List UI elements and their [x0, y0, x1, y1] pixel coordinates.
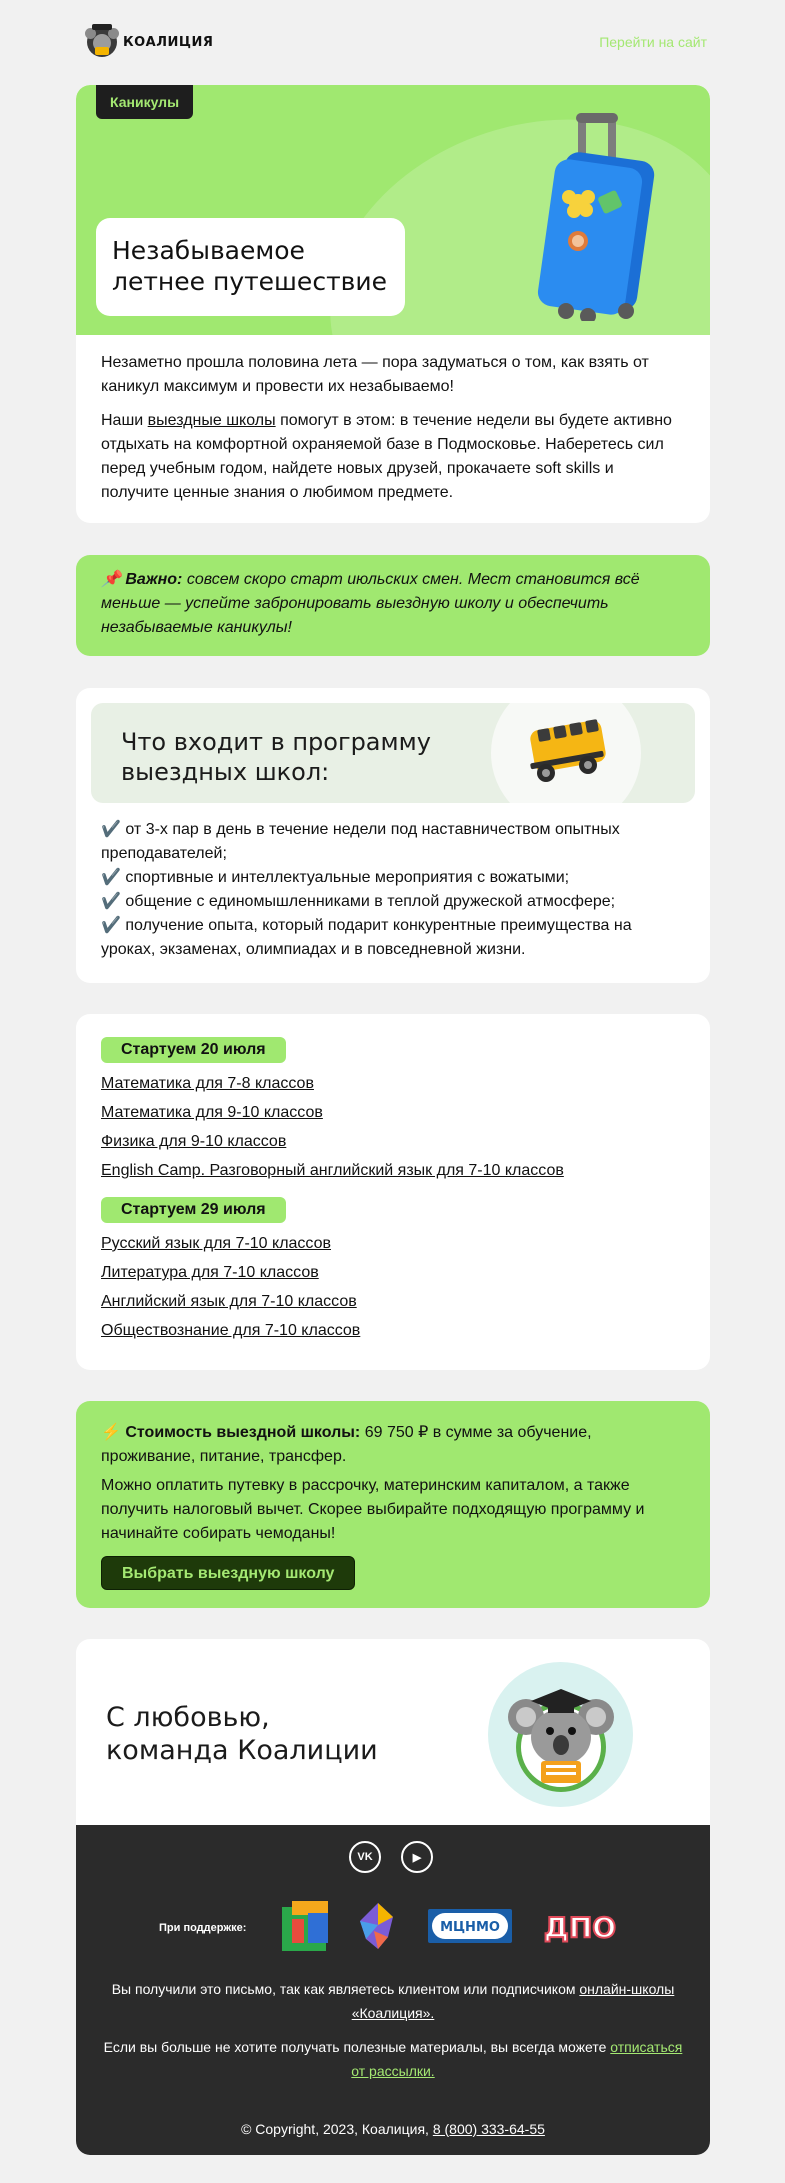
partner-logo-mcnmo: [428, 1909, 512, 1943]
program-title-line1: Что входит в программу: [121, 728, 431, 756]
checkmark-icon: ✔️: [101, 893, 121, 910]
subscription-reason-text: Вы получили это письмо, так как являетесь клиентом или подписчиком: [111, 1981, 580, 1997]
logo[interactable]: [87, 24, 213, 60]
list-item-text: от 3-х пар в день в течение недели под наставничеством опытных преподавателей;: [101, 821, 620, 862]
unsubscribe-note: [96, 2035, 690, 2083]
hero-paragraph-1: Незаметно прошла половина лета — пора задуматься о том, как взять от каникул максимум и провести их незабываемо!: [101, 354, 649, 395]
pin-icon: 📌: [101, 571, 121, 588]
important-label: Важно:: [125, 571, 183, 588]
copyright: [96, 2117, 690, 2141]
program-card: [76, 688, 710, 983]
youtube-icon[interactable]: ▶: [401, 1841, 433, 1873]
price-line: [101, 1421, 685, 1469]
program-list: [101, 818, 685, 962]
course-link[interactable]: Математика для 9-10 классов: [101, 1104, 323, 1121]
lightning-icon: ⚡: [101, 1424, 121, 1441]
hero-banner: [76, 85, 710, 335]
program-header: [91, 703, 695, 803]
koala-mascot-icon: [496, 1669, 626, 1804]
field-schools-link[interactable]: выездные школы: [147, 412, 276, 429]
partner-logos: [278, 1899, 638, 1955]
email-footer: [76, 1825, 710, 2155]
signature-card: [76, 1639, 710, 1825]
hero-title-line1: Незабываемое: [112, 236, 305, 265]
payment-info: Можно оплатить путевку в рассрочку, материнским капиталом, а также получить налоговый вычет. Скорее выбирайте подходящую программу и начинайте собирать чемоданы!: [101, 1477, 645, 1542]
list-item-text: спортивные и интеллектуальные мероприятия с вожатыми;: [125, 869, 570, 886]
schedule-card: [76, 1014, 710, 1370]
list-item: [101, 818, 685, 866]
program-title-line2: выездных школ:: [121, 758, 330, 786]
schedule-group-july-29: [101, 1197, 685, 1345]
koala-logo-icon: [87, 27, 117, 57]
signature-text: [106, 1701, 378, 1767]
hero-title: [112, 235, 389, 297]
list-item: [101, 866, 685, 890]
start-date-badge: Стартуем 20 июля: [101, 1037, 286, 1063]
partner-logo-cube-icon: [282, 1901, 328, 1951]
email-header: [87, 24, 707, 60]
course-link[interactable]: Английский язык для 7-10 классов: [101, 1293, 357, 1310]
list-item: [101, 914, 685, 962]
hero-paragraph-2-end: помогут в этом: в течение недели вы будете активно отдыхать на комфортной охраняемой базе в Подмосковье. Наберетесь сил перед учебным годом, найдете новых друзей, прокачаете soft skills и получите ценные знания о любимом предмете.: [101, 412, 672, 501]
hero-paragraph-2: [101, 409, 685, 505]
schedule-group-july-20: [101, 1037, 685, 1185]
course-link[interactable]: Обществознание для 7-10 классов: [101, 1322, 361, 1339]
hero-title-box: [96, 218, 405, 316]
important-text: совсем скоро старт июльских смен. Мест становится всё меньше — успейте забронировать выездную школу и обеспечить незабываемые каникулы!: [101, 571, 640, 636]
course-link[interactable]: Литература для 7-10 классов: [101, 1264, 319, 1281]
hero-card: [76, 85, 710, 523]
suitcase-icon: [516, 111, 656, 321]
program-title: [121, 727, 431, 787]
important-notice: [76, 555, 710, 656]
unsubscribe-link[interactable]: отписаться от рассылки.: [351, 2039, 683, 2079]
course-link[interactable]: Физика для 9-10 классов: [101, 1133, 287, 1150]
checkmark-icon: ✔️: [101, 869, 121, 886]
support-label: При поддержке:: [159, 1922, 247, 1934]
checkmark-icon: ✔️: [101, 917, 121, 934]
logo-text: КОАЛИЦИЯ: [123, 34, 214, 50]
checkmark-icon: ✔️: [101, 821, 121, 838]
school-link[interactable]: онлайн-школы «Коалиция».: [351, 1981, 675, 2021]
list-item-text: общение с единомышленниками в теплой дружеской атмосфере;: [125, 893, 616, 910]
price-label: Стоимость выездной школы:: [125, 1424, 361, 1441]
hero-body: [101, 351, 685, 515]
subscription-reason: [96, 1977, 690, 2025]
go-to-site-link[interactable]: Перейти на сайт: [599, 34, 707, 50]
copyright-text: © Copyright, 2023, Коалиция,: [241, 2121, 433, 2137]
list-item: [101, 890, 685, 914]
social-links: [349, 1841, 433, 1873]
price-text: 69 750 ₽ в сумме за обучение, проживание, питание, трансфер.: [101, 1424, 592, 1465]
school-bus-icon: [526, 713, 611, 788]
partner-logo-star-icon: [360, 1903, 393, 1949]
vk-icon[interactable]: VK: [349, 1841, 381, 1873]
price-card: [76, 1401, 710, 1608]
phone-link[interactable]: 8 (800) 333-64-55: [432, 2121, 545, 2137]
course-link[interactable]: English Camp. Разговорный английский язык для 7-10 классов: [101, 1162, 564, 1179]
hero-paragraph-2-start: Наши: [101, 412, 148, 429]
signature-line1: С любовью,: [106, 1702, 270, 1733]
course-link[interactable]: Математика для 7-8 классов: [101, 1075, 314, 1092]
hero-title-line2: летнее путешествие: [112, 267, 387, 296]
signature-line2: команда Коалиции: [106, 1735, 378, 1766]
choose-school-button[interactable]: Выбрать выездную школу: [101, 1556, 355, 1590]
unsubscribe-note-text: Если вы больше не хотите получать полезные материалы, вы всегда можете: [103, 2039, 611, 2055]
partner-mcnmo-text: МЦНМО: [440, 1920, 500, 1935]
course-link[interactable]: Русский язык для 7-10 классов: [101, 1235, 331, 1252]
partner-logo-dpo: [544, 1911, 616, 1944]
list-item-text: получение опыта, который подарит конкурентные преимущества на уроках, экзаменах, олимпиадах и в повседневной жизни.: [101, 917, 632, 958]
start-date-badge: Стартуем 29 июля: [101, 1197, 286, 1223]
category-tag: Каникулы: [96, 85, 193, 119]
partner-dpo-text: ДПО: [543, 1911, 617, 1944]
